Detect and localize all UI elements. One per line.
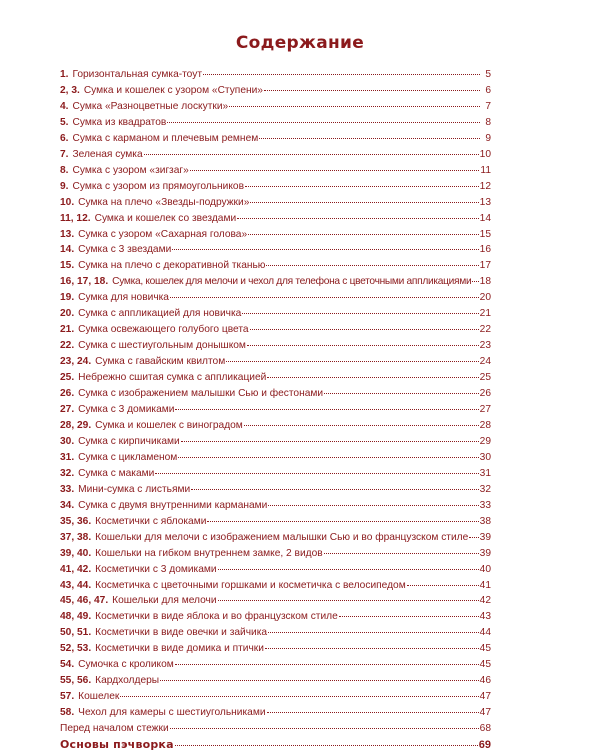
leader-dots (229, 106, 480, 107)
toc-entry-label: Основы пэчворка (60, 738, 174, 752)
toc-entry[interactable] (60, 563, 491, 576)
toc-entry-number: 54. (60, 659, 75, 671)
toc-entry-label: Сумка с изображением малышки Сью и фестонами (78, 388, 324, 400)
toc-entry-label: Мини-сумка с листьями (78, 483, 191, 495)
leader-dots (172, 249, 478, 250)
toc-entry-page: 28 (479, 419, 491, 431)
toc-entry[interactable] (60, 531, 491, 544)
toc-entry-page: 41 (479, 579, 491, 591)
toc-entry-number: 15. (60, 260, 75, 272)
leader-dots (178, 457, 478, 458)
leader-dots (244, 425, 479, 426)
toc-entry[interactable] (60, 515, 491, 528)
toc-entry-page: 24 (479, 356, 491, 368)
toc-entry[interactable] (60, 626, 491, 639)
toc-entry-label: Кошельки для мелочи (112, 595, 217, 607)
toc-entry[interactable] (60, 323, 491, 336)
toc-entry-number: 23, 24. (60, 356, 92, 368)
toc-entry-page: 39 (479, 547, 491, 559)
toc-entry-label: Косметички с 3 домиками (95, 563, 217, 575)
toc-entry[interactable] (60, 658, 491, 671)
toc-entry-label: Перед началом стежки (60, 723, 169, 735)
leader-dots (175, 664, 479, 665)
toc-entry-label: Сумка с маками (78, 467, 155, 479)
toc-entry-number: 2, 3. (60, 84, 80, 96)
toc-entry-page: 32 (479, 483, 491, 495)
toc-entry-page: 20 (479, 292, 491, 304)
toc-entry-page: 16 (479, 244, 491, 256)
toc-entry-page: 6 (485, 84, 491, 96)
toc-entry-page: 68 (479, 723, 491, 735)
toc-entry[interactable] (60, 674, 491, 687)
toc-entry[interactable] (60, 499, 491, 512)
toc-entry-label: Сумка с узором «зигзаг» (72, 164, 189, 176)
toc-entry-page: 38 (479, 515, 491, 527)
toc-entry-number: 1. (60, 69, 69, 80)
toc-entry-number: 34. (60, 499, 75, 511)
toc-entry-page: 46 (479, 675, 491, 687)
toc-entry-page: 9 (485, 132, 491, 144)
toc-entry-label: Сумка с 3 звездами (78, 244, 172, 256)
toc-entry-number: 57. (60, 691, 75, 703)
leader-dots (237, 218, 479, 219)
toc-entry[interactable] (60, 228, 491, 241)
table-of-contents (60, 68, 491, 754)
toc-entry[interactable] (60, 594, 491, 607)
toc-entry-number: 39, 40. (60, 547, 92, 559)
leader-dots (203, 74, 480, 75)
toc-entry-label: Сумка с узором из прямоугольников (72, 180, 245, 192)
toc-entry-page: 10 (479, 148, 491, 160)
leader-dots (259, 138, 480, 139)
toc-entry[interactable] (60, 307, 491, 320)
leader-dots (245, 186, 479, 187)
toc-entry-number: 30. (60, 435, 75, 447)
toc-entry-page: 27 (479, 404, 491, 416)
toc-entry-label: Сумка на плечо «Звезды-подружки» (78, 196, 250, 208)
toc-entry-number: 11, 12. (60, 212, 91, 224)
toc-entry-label: Сумка освежающего голубого цвета (78, 324, 249, 336)
toc-entry-label: Кошельки на гибком внутреннем замке, 2 видов (95, 547, 323, 559)
toc-entry-label: Сумка с цикламеном (78, 451, 178, 463)
toc-entry-number: 10. (60, 196, 75, 208)
leader-dots (181, 441, 479, 442)
toc-entry-page: 29 (479, 435, 491, 447)
leader-dots (324, 553, 479, 554)
toc-entry-page: 23 (479, 340, 491, 352)
leader-dots (266, 265, 478, 266)
toc-entry-number: 8. (60, 164, 69, 176)
leader-dots (339, 616, 479, 617)
toc-entry-label: Сумка с шестиугольным донышком (78, 340, 246, 352)
leader-dots (226, 361, 478, 362)
toc-entry-number: 32. (60, 467, 75, 479)
leader-dots (218, 569, 479, 570)
toc-entry[interactable] (60, 387, 491, 400)
toc-entry-label: Зеленая сумка (72, 148, 143, 160)
toc-entry[interactable] (60, 339, 491, 352)
toc-entry-number: 55, 56. (60, 675, 92, 687)
leader-dots (120, 696, 478, 697)
toc-entry-page: 22 (479, 324, 491, 336)
toc-entry-page: 17 (479, 260, 491, 272)
toc-entry-number: 58. (60, 707, 75, 719)
toc-entry-number: 13. (60, 228, 75, 240)
toc-entry-label: Сумка, кошелек для мелочи и чехол для телефона с цветочными аппликациями (112, 276, 472, 288)
toc-entry-page: 13 (479, 196, 491, 208)
leader-dots (207, 521, 478, 522)
toc-entry[interactable] (60, 579, 491, 592)
toc-entry-number: 16, 17, 18. (60, 276, 109, 288)
leader-dots (268, 632, 479, 633)
leader-dots (242, 313, 478, 314)
leader-dots (267, 377, 478, 378)
toc-entry-number: 26. (60, 388, 75, 400)
toc-entry-page: 31 (479, 467, 491, 479)
toc-entry-page: 26 (479, 388, 491, 400)
toc-entry[interactable] (60, 467, 491, 480)
leader-dots (170, 728, 479, 729)
toc-entry-label: Косметички с яблоками (95, 515, 207, 527)
toc-entry[interactable] (60, 180, 491, 193)
toc-entry-label: Сумка с узором «Сахарная голова» (78, 228, 248, 240)
toc-entry-number: 45, 46, 47. (60, 595, 109, 607)
toc-entry-number: 7. (60, 148, 69, 160)
leader-dots (248, 234, 479, 235)
toc-entry-label: Небрежно сшитая сумка с аппликацией (78, 372, 267, 384)
toc-entry-page: 45 (479, 643, 491, 655)
toc-entry-page: 43 (479, 611, 491, 623)
leader-dots (267, 712, 479, 713)
toc-entry[interactable] (60, 212, 491, 225)
toc-entry-page: 42 (479, 595, 491, 607)
toc-entry-label: Сумка с двумя внутренними карманами (78, 499, 268, 511)
toc-entry[interactable] (60, 690, 491, 703)
leader-dots (247, 345, 479, 346)
toc-entry[interactable] (60, 100, 491, 113)
leader-dots (324, 393, 479, 394)
toc-entry[interactable] (60, 132, 491, 145)
toc-entry-number: 4. (60, 100, 69, 112)
leader-dots (250, 329, 479, 330)
toc-entry-page: 21 (479, 308, 491, 320)
toc-entry[interactable] (60, 259, 491, 272)
toc-entry-number: 21. (60, 324, 75, 336)
leader-dots (472, 281, 478, 282)
toc-entry-label: Сумка и кошелек с узором «Ступени» (83, 84, 263, 96)
leader-dots (160, 680, 479, 681)
toc-entry-number: 5. (60, 116, 69, 128)
toc-entry-page: 45 (479, 659, 491, 671)
toc-entry-page: 8 (485, 116, 491, 128)
toc-entry-page: 7 (485, 100, 491, 112)
leader-dots (264, 90, 480, 91)
toc-entry-number: 50, 51. (60, 627, 92, 639)
toc-entry[interactable] (60, 164, 491, 177)
toc-entry[interactable] (60, 148, 491, 161)
toc-entry-number: 27. (60, 404, 75, 416)
toc-entry-label: Косметички в виде овечки и зайчика (95, 627, 268, 639)
toc-entry-label: Горизонтальная сумка-тоут (72, 69, 202, 80)
toc-entry-page: 30 (479, 451, 491, 463)
toc-entry-page: 39 (479, 531, 491, 543)
toc-entry-label: Чехол для камеры с шестиугольниками (78, 707, 266, 719)
toc-entry-number: 33. (60, 483, 75, 495)
toc-entry-number: 43, 44. (60, 579, 92, 591)
leader-dots (265, 648, 479, 649)
toc-entry[interactable] (60, 610, 491, 623)
toc-entry-label: Косметичка с цветочными горшками и косметичка с велосипедом (95, 579, 406, 591)
toc-entry[interactable] (60, 68, 491, 81)
toc-entry[interactable] (60, 371, 491, 384)
toc-entry-number: 35, 36. (60, 515, 92, 527)
toc-entry-page: 15 (479, 228, 491, 240)
toc-entry-label: Сумка для новичка (78, 292, 169, 304)
toc-entry[interactable] (60, 355, 491, 368)
toc-entry-number: 31. (60, 451, 75, 463)
toc-entry-label: Сумка и кошелек со звездами (94, 212, 237, 224)
leader-dots (170, 297, 479, 298)
toc-entry-label: Сумка из квадратов (72, 116, 167, 128)
toc-entry-page: 18 (479, 276, 491, 288)
toc-entry-label: Сумка с гавайским квилтом (95, 356, 226, 368)
toc-entry-page: 47 (479, 691, 491, 703)
toc-entry-number: 22. (60, 340, 75, 352)
toc-entry-page: 5 (485, 69, 491, 80)
leader-dots (175, 745, 478, 746)
toc-entry[interactable] (60, 547, 491, 560)
toc-entry-label: Сумочка с кроликом (78, 659, 174, 671)
toc-entry-label: Сумка на плечо с декоративной тканью (78, 260, 266, 272)
toc-entry-number: 25. (60, 372, 75, 384)
toc-entry-number: 20. (60, 308, 75, 320)
toc-entry-label: Сумка «Разноцветные лоскутки» (72, 100, 229, 112)
leader-dots (144, 154, 479, 155)
toc-entry[interactable] (60, 435, 491, 448)
page-title: Содержание (235, 33, 365, 53)
leader-dots (175, 409, 478, 410)
toc-entry-page: 33 (479, 499, 491, 511)
toc-entry[interactable] (60, 116, 491, 129)
toc-entry[interactable] (60, 483, 491, 496)
leader-dots (268, 505, 478, 506)
toc-entry-page: 40 (479, 563, 491, 575)
toc-entry-label: Кошельки для мелочи с изображением малышки Сью и во французском стиле (95, 531, 469, 543)
toc-entry-label: Сумка с аппликацией для новичка (78, 308, 242, 320)
leader-dots (167, 122, 480, 123)
leader-dots (155, 473, 478, 474)
leader-dots (469, 537, 478, 538)
toc-entry[interactable] (60, 451, 491, 464)
toc-entry[interactable] (60, 642, 491, 655)
toc-entry[interactable] (60, 243, 491, 256)
toc-entry-number: 9. (60, 180, 69, 192)
toc-entry-page: 25 (479, 372, 491, 384)
leader-dots (407, 585, 479, 586)
toc-entry[interactable] (60, 722, 491, 735)
toc-entry[interactable] (60, 196, 491, 209)
toc-entry-number: 48, 49. (60, 611, 92, 623)
toc-entry-number: 37, 38. (60, 531, 92, 543)
toc-entry-number: 19. (60, 292, 75, 304)
toc-entry-label: Сумка с кирпичиками (78, 435, 180, 447)
toc-entry-label: Кардхолдеры (95, 675, 160, 687)
toc-entry[interactable] (60, 275, 491, 288)
toc-entry-number: 6. (60, 132, 69, 144)
toc-entry-major[interactable] (60, 738, 491, 751)
toc-entry-page: 14 (479, 212, 491, 224)
toc-entry-number: 41, 42. (60, 563, 92, 575)
toc-entry-label: Косметички в виде яблока и во французском стиле (95, 611, 338, 623)
toc-entry-page: 69 (478, 739, 491, 752)
toc-entry[interactable] (60, 291, 491, 304)
toc-entry-number: 14. (60, 244, 75, 256)
toc-entry[interactable] (60, 706, 491, 719)
leader-dots (190, 170, 480, 171)
toc-entry-label: Сумка с 3 домиками (78, 404, 175, 416)
toc-entry-label: Косметички в виде домика и птички (95, 643, 264, 655)
leader-dots (218, 600, 479, 601)
toc-entry[interactable] (60, 419, 491, 432)
toc-entry[interactable] (60, 84, 491, 97)
toc-entry[interactable] (60, 403, 491, 416)
leader-dots (250, 202, 478, 203)
toc-entry-label: Кошелек (78, 691, 120, 703)
toc-entry-page: 12 (479, 180, 491, 192)
toc-entry-number: 52, 53. (60, 643, 92, 655)
leader-dots (191, 489, 479, 490)
toc-entry-label: Сумка с карманом и плечевым ремнем (72, 132, 259, 144)
toc-entry-page: 44 (479, 627, 491, 639)
toc-entry-page: 47 (479, 707, 491, 719)
toc-entry-page: 11 (480, 164, 491, 176)
toc-entry-number: 28, 29. (60, 419, 92, 431)
toc-entry-label: Сумка и кошелек с виноградом (95, 419, 243, 431)
